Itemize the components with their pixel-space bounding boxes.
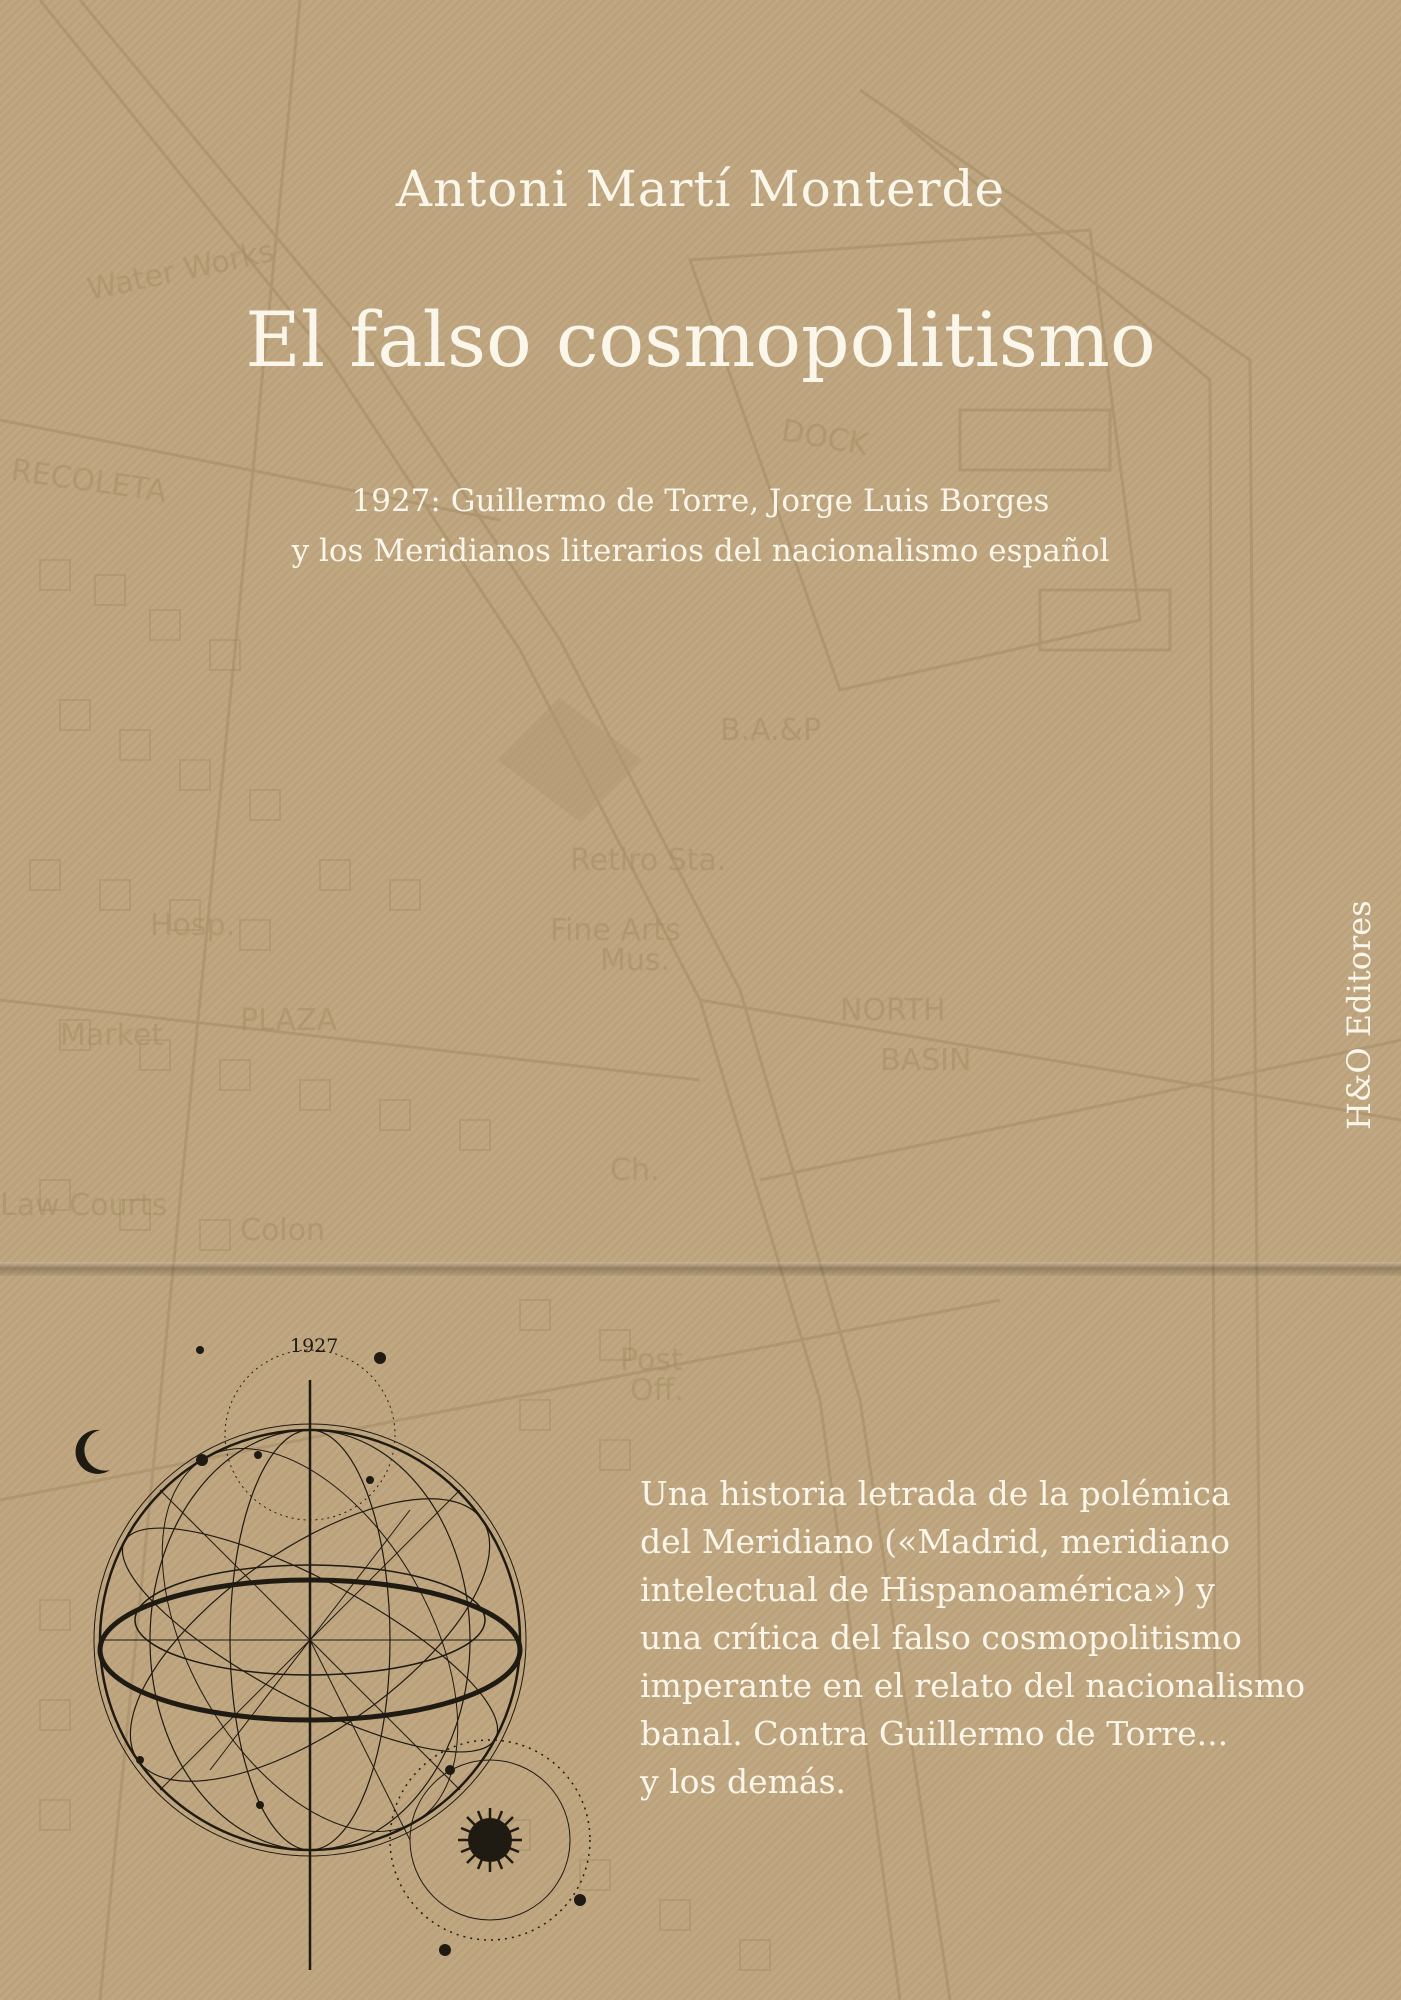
map-label: Market	[60, 1018, 164, 1053]
back-blurb	[640, 1470, 1340, 1806]
map-label: Fine Arts	[550, 913, 681, 948]
blurb-line: banal. Contra Guillermo de Torre...	[640, 1714, 1229, 1753]
map-label: Water Works	[84, 234, 278, 308]
blurb-line: una crítica del falso cosmopolitismo	[640, 1618, 1242, 1657]
blurb-line: y los demás.	[640, 1762, 847, 1801]
subtitle-line: y los Meridianos literarios del nacionalismo español	[291, 533, 1110, 569]
map-label: Hosp.	[150, 908, 236, 943]
map-label: Mus.	[600, 943, 671, 978]
book-title: El falso cosmopolitismo	[245, 295, 1156, 384]
map-label: Colon	[240, 1213, 326, 1248]
map-label: Post	[620, 1343, 683, 1378]
map-label: Retiro Sta.	[570, 843, 727, 878]
map-label: RECOLETA	[8, 453, 169, 510]
armillary-sphere-illustration	[60, 1320, 620, 1980]
blurb-line: del Meridiano («Madrid, meridiano	[640, 1522, 1231, 1561]
blurb-line: intelectual de Hispanoamérica») y	[640, 1570, 1215, 1609]
map-label: Ch.	[610, 1153, 660, 1188]
illustration-year: 1927	[290, 1335, 339, 1357]
map-label: NORTH	[840, 993, 946, 1028]
blurb-line: Una historia letrada de la polémica	[640, 1474, 1231, 1513]
publisher-name: H&O Editores	[1340, 900, 1378, 1130]
author-name: Antoni Martí Monterde	[395, 160, 1006, 218]
map-label: B.A.&P	[720, 713, 822, 748]
blurb-line: imperante en el relato del nacionalismo	[640, 1666, 1306, 1705]
subtitle-line: 1927: Guillermo de Torre, Jorge Luis Borges	[351, 483, 1050, 519]
map-label: DOCK	[778, 413, 871, 464]
map-label: PLAZA	[240, 1003, 338, 1038]
book-subtitle	[0, 476, 1401, 576]
cover-fold	[0, 1262, 1401, 1276]
map-label: BASIN	[880, 1043, 972, 1078]
map-label: Law Courts	[0, 1188, 168, 1223]
map-label: Off.	[630, 1373, 684, 1408]
